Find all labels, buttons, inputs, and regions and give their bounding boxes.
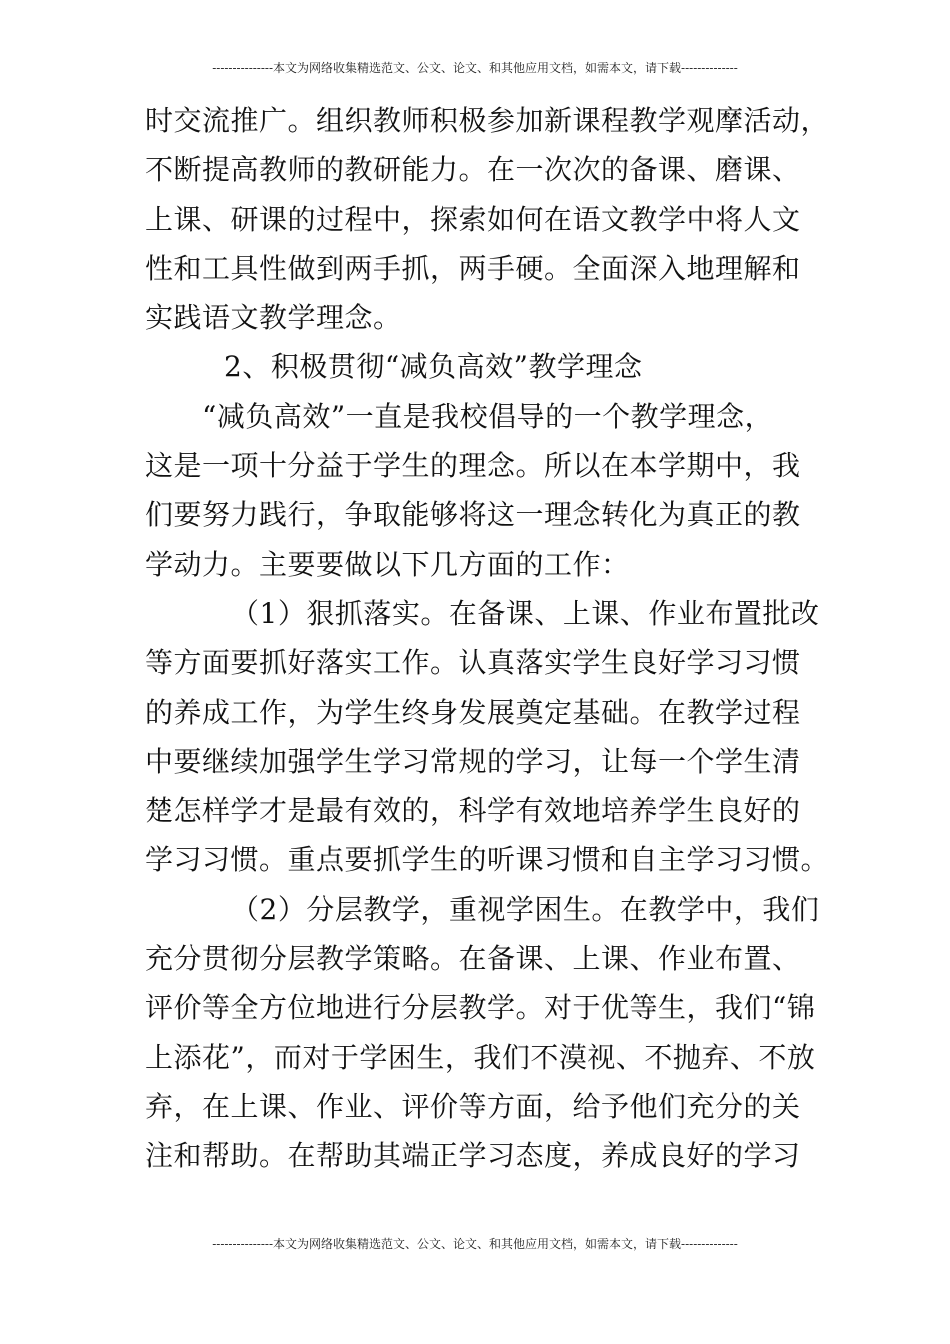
header-banner: ---------------本文为网络收集精选范文、公文、论文、和其他应用文档，如需本文，请下载--------------: [212, 61, 738, 75]
body-line: 充分贯彻分层教学策略。在备课、上课、作业布置、: [145, 942, 801, 976]
body-line: 这是一项十分益于学生的理念。所以在本学期中，我: [145, 449, 801, 483]
body-line: 评价等全方位地进行分层教学。对于优等生，我们“锦: [145, 991, 816, 1025]
footer-banner: ---------------本文为网络收集精选范文、公文、论文、和其他应用文档，如需本文，请下载--------------: [212, 1237, 738, 1251]
body-line: 弃，在上课、作业、评价等方面，给予他们充分的关: [145, 1089, 801, 1123]
body-line: 不断提高教师的教研能力。在一次次的备课、磨课、: [145, 153, 801, 187]
section-heading: 2、积极贯彻“减负高效”教学理念: [224, 350, 643, 384]
document-body: [145, 96, 845, 1181]
body-line: 学动力。主要要做以下几方面的工作：: [145, 547, 630, 581]
body-line: 实践语文教学理念。: [145, 301, 402, 335]
list-item-first-line: （1）狠抓落实。在备课、上课、作业布置批改: [231, 596, 820, 630]
body-line: 学习习惯。重点要抓学生的听课习惯和自主学习习惯。: [145, 843, 830, 877]
body-line: 中要继续加强学生学习常规的学习，让每一个学生清: [145, 744, 801, 778]
paragraph-first-line: “减负高效”一直是我校倡导的一个教学理念，: [202, 399, 774, 433]
body-line: 性和工具性做到两手抓，两手硬。全面深入地理解和: [145, 251, 801, 285]
body-line: 的养成工作，为学生终身发展奠定基础。在教学过程: [145, 695, 801, 729]
body-line: 上添花”，而对于学困生，我们不漠视、不抛弃、不放: [145, 1040, 816, 1074]
body-line: 时交流推广。组织教师积极参加新课程教学观摩活动，: [145, 104, 830, 137]
body-line: 注和帮助。在帮助其端正学习态度，养成良好的学习: [145, 1139, 801, 1173]
body-line: 楚怎样学才是最有效的，科学有效地培养学生良好的: [145, 794, 801, 828]
body-line: 等方面要抓好落实工作。认真落实学生良好学习习惯: [145, 646, 801, 680]
list-item-first-line: （2）分层教学，重视学困生。在教学中，我们: [231, 892, 820, 926]
body-line: 上课、研课的过程中，探索如何在语文教学中将人文: [145, 202, 801, 236]
body-line: 们要努力践行，争取能够将这一理念转化为真正的教: [145, 498, 801, 532]
